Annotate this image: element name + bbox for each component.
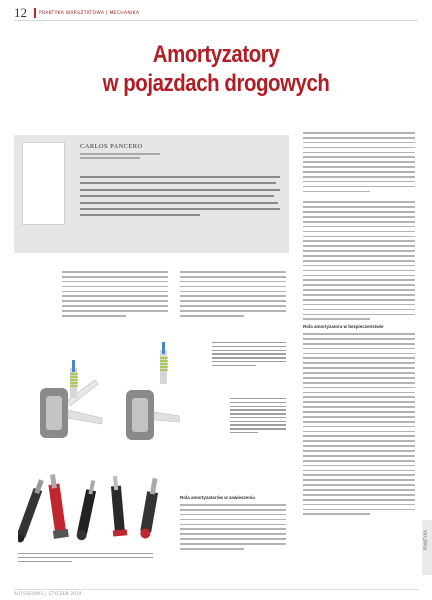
figure-caption-1 [212, 342, 286, 368]
side-tab-label: PRAKTYKA [423, 530, 428, 551]
section-label: PRAKTYKA WARSZTATOWA | MECHANIKA [39, 10, 140, 16]
body-column-1 [62, 271, 168, 320]
suspension-illustration [40, 340, 180, 445]
page-footer: AUTOSERWIS | STYCZEŃ 2014 [14, 591, 82, 596]
article-title-line-2: w pojazdach drogowych [102, 70, 330, 97]
body-column-3 [303, 132, 415, 518]
page-number: 12 [14, 5, 27, 20]
subhead-right: Rola amortyzatora w bezpieczeństwie [303, 324, 384, 330]
header-rule [14, 20, 418, 21]
body-column-2 [180, 271, 286, 320]
suspension-figure [40, 340, 180, 445]
photo-caption [18, 553, 153, 564]
footer-rule [14, 589, 418, 590]
author-meta [80, 153, 160, 161]
author-portrait [22, 142, 65, 225]
article-title [32, 40, 399, 98]
body-column-2-lower [180, 491, 286, 553]
lead-paragraph [80, 176, 280, 221]
shock-absorbers-illustration [18, 470, 168, 550]
page-header [14, 6, 418, 20]
figure-caption-2 [230, 398, 286, 436]
header-accent-bar [34, 8, 36, 18]
author-name: CARLOS PANCERO [80, 143, 143, 150]
article-title-line-1: Amortyzatory [152, 41, 280, 68]
shock-absorbers-photo [18, 470, 168, 550]
subhead-middle: Rola amortyzatorów w zawieszeniu [180, 495, 256, 500]
